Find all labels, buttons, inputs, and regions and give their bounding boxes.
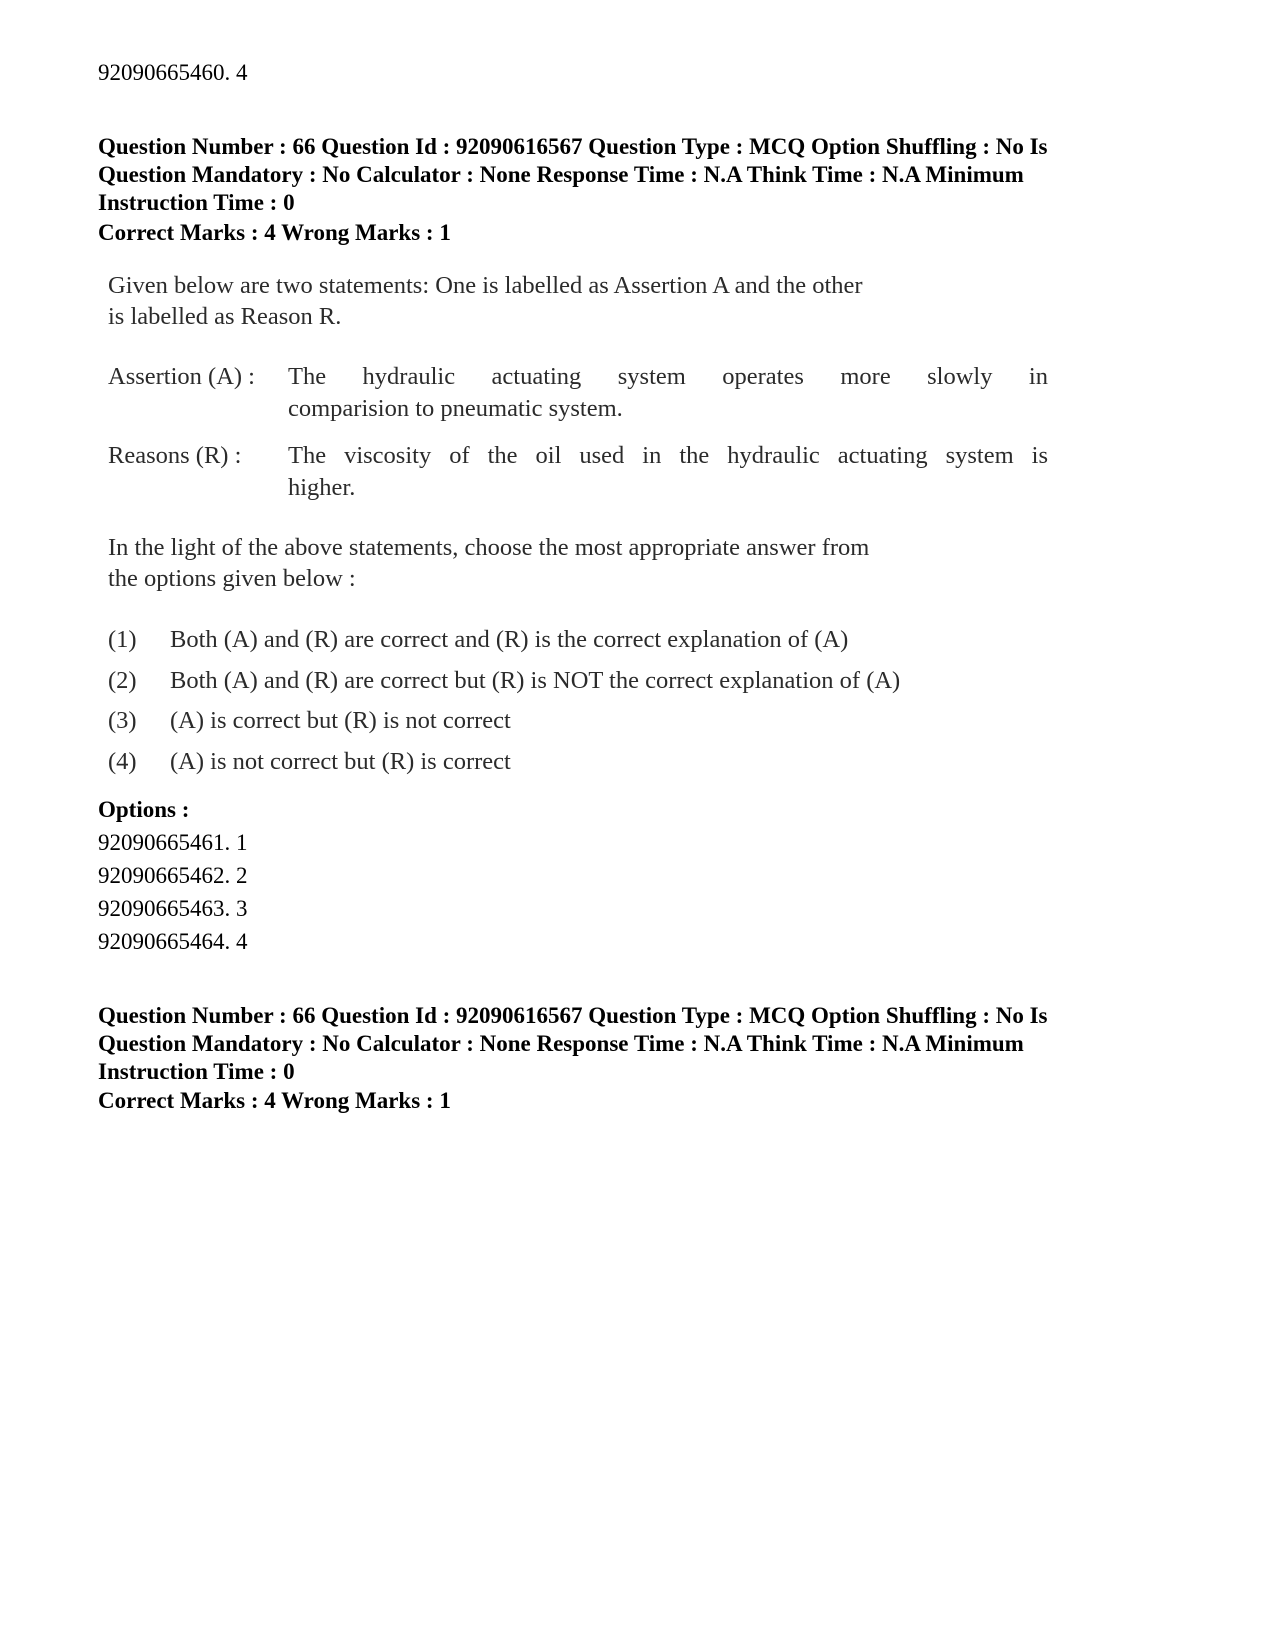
- reason-line: The viscosity of the oil used in the hydraulic actuating system is: [288, 442, 1048, 469]
- options-heading: Options :: [98, 797, 190, 822]
- question-meta-line: Question Number : 66 Question Id : 92090616567 Question Type : MCQ Option Shuffling : No Is: [98, 134, 1048, 159]
- question-intro-line: Given below are two statements: One is labelled as Assertion A and the other: [108, 272, 863, 299]
- choice-text: (A) is correct but (R) is not correct: [170, 707, 511, 734]
- option-id: 92090665464. 4: [98, 929, 248, 954]
- instruction-line: In the light of the above statements, choose the most appropriate answer from: [108, 534, 870, 561]
- question-body: [108, 270, 1048, 810]
- choice-text: Both (A) and (R) are correct and (R) is the correct explanation of (A): [170, 626, 849, 653]
- assertion-row: [108, 361, 1048, 425]
- question-intro-line: is labelled as Reason R.: [108, 303, 342, 330]
- choice-item: [108, 705, 511, 737]
- choice-text: (A) is not correct but (R) is correct: [170, 748, 511, 775]
- reason-label: Reasons (R) :: [108, 442, 242, 469]
- question-meta-line: Question Number : 66 Question Id : 92090616567 Question Type : MCQ Option Shuffling : No Is: [98, 1003, 1048, 1028]
- choice-number: (3): [108, 707, 137, 734]
- assertion-line: The hydraulic actuating system operates more slowly in: [288, 363, 1048, 390]
- choice-item: [108, 624, 848, 656]
- choice-text: Both (A) and (R) are correct but (R) is NOT the correct explanation of (A): [170, 667, 901, 694]
- assertion-label: Assertion (A) :: [108, 363, 255, 390]
- choice-number: (2): [108, 667, 137, 694]
- option-id: 92090665463. 3: [98, 896, 248, 921]
- choice-item: [108, 665, 900, 697]
- reason-line: higher.: [288, 474, 356, 501]
- marks-line: Correct Marks : 4 Wrong Marks : 1: [98, 220, 451, 245]
- option-id: 92090665461. 1: [98, 830, 248, 855]
- question-meta-line: Question Mandatory : No Calculator : None Response Time : N.A Think Time : N.A Minimum: [98, 162, 1024, 187]
- question-meta: [98, 133, 1198, 217]
- instruction-line: the options given below :: [108, 565, 356, 592]
- choice-number: (1): [108, 626, 137, 653]
- option-id: 92090665462. 2: [98, 863, 248, 888]
- question-meta-line: Instruction Time : 0: [98, 1059, 295, 1084]
- assertion-line: comparision to pneumatic system.: [288, 395, 623, 422]
- choice-number: (4): [108, 748, 137, 775]
- question-meta-line: Question Mandatory : No Calculator : None Response Time : N.A Think Time : N.A Minimum: [98, 1031, 1024, 1056]
- question-meta-line: Instruction Time : 0: [98, 190, 295, 215]
- choice-item: [108, 746, 511, 778]
- question-meta: [98, 1002, 1198, 1086]
- assertion-text: [288, 361, 1048, 425]
- reason-row: [108, 440, 1048, 504]
- marks-line: Correct Marks : 4 Wrong Marks : 1: [98, 1088, 451, 1113]
- reason-text: [288, 440, 1048, 504]
- previous-option-id: 92090665460. 4: [98, 60, 248, 85]
